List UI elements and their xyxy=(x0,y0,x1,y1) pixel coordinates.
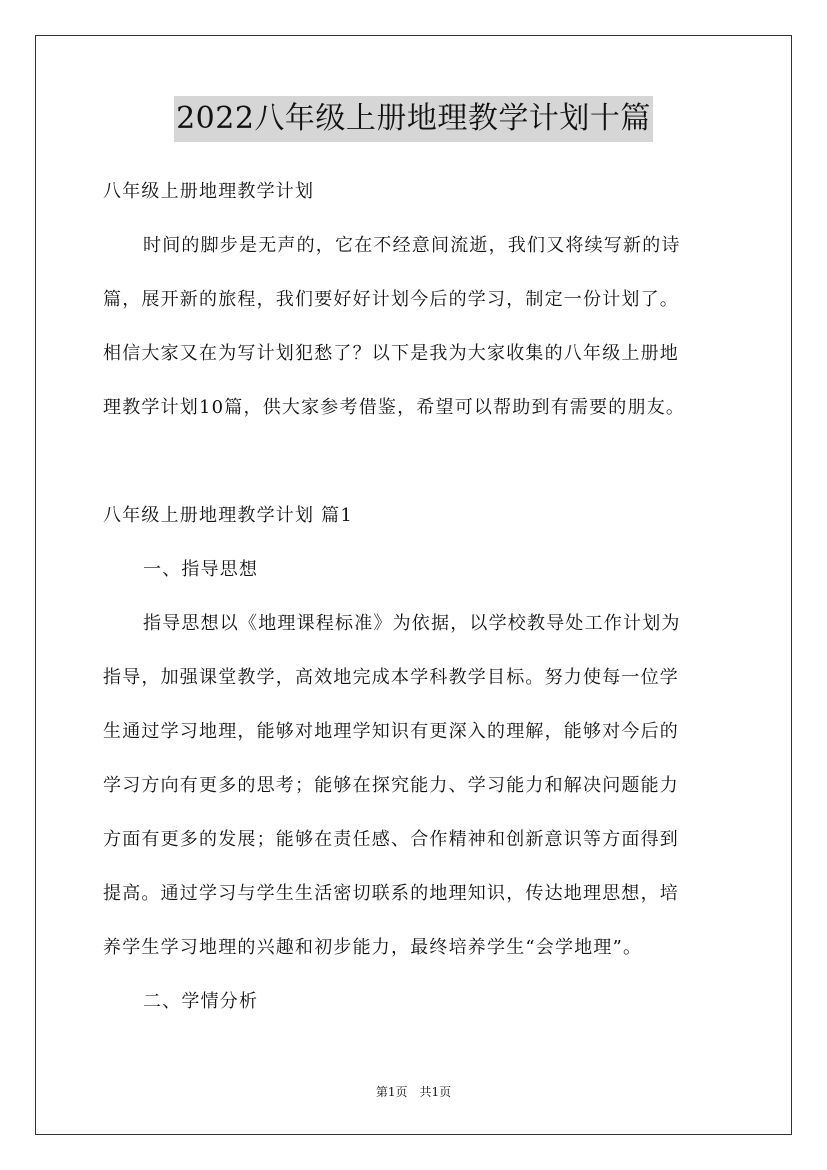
part1-heading: 一、指导思想 xyxy=(143,559,259,580)
part1-line-6: 提高。通过学习与学生生活密切联系的地理知识，传达地理思想，培 xyxy=(103,883,679,904)
part1-line-7: 养学生学习地理的兴趣和初步能力，最终培养学生“会学地理”。 xyxy=(103,937,643,958)
part1-line-4: 学习方向有更多的思考；能够在探究能力、学习能力和解决问题能力 xyxy=(103,775,679,796)
intro-line-4: 理教学计划10篇，供大家参考借鉴，希望可以帮助到有需要的朋友。 xyxy=(103,397,686,418)
document-body xyxy=(103,165,743,1029)
part1-line-5: 方面有更多的发展；能够在责任感、合作精神和创新意识等方面得到 xyxy=(103,829,679,850)
document-title: 2022八年级上册地理教学计划十篇 xyxy=(174,96,653,142)
part1-line-1: 指导思想以《地理课程标准》为依据，以学校教导处工作计划为 xyxy=(143,613,681,634)
intro-line-3: 相信大家又在为写计划犯愁了？以下是我为大家收集的八年级上册地 xyxy=(103,343,679,364)
paragraph-gap xyxy=(103,435,743,489)
intro-line-1: 时间的脚步是无声的，它在不经意间流逝，我们又将续写新的诗 xyxy=(143,235,681,256)
page-footer: 第1页 共1页 xyxy=(375,1085,452,1099)
intro-line-2: 篇，展开新的旅程，我们要好好计划今后的学习，制定一份计划了。 xyxy=(103,289,679,310)
intro-heading: 八年级上册地理教学计划 xyxy=(103,181,315,202)
part1-line-3: 生通过学习地理，能够对地理学知识有更深入的理解，能够对今后的 xyxy=(103,721,679,742)
title-container xyxy=(0,96,827,142)
part2-heading: 二、学情分析 xyxy=(143,991,259,1012)
part1-line-2: 指导，加强课堂教学，高效地完成本学科教学目标。努力使每一位学 xyxy=(103,667,679,688)
section-heading: 八年级上册地理教学计划 篇1 xyxy=(103,505,353,526)
